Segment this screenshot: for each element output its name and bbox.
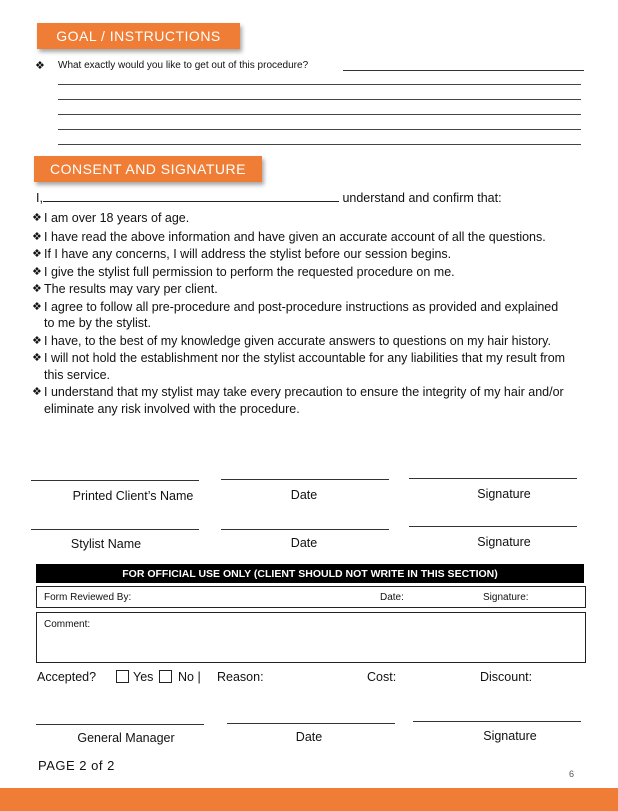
diamond-bullet-icon: ❖: [32, 248, 42, 260]
official-use-label: FOR OFFICIAL USE ONLY (CLIENT SHOULD NOT WRITE IN THIS SECTION): [122, 567, 498, 580]
stylist-name-label: Stylist Name: [70, 537, 142, 551]
cost-label: Cost:: [367, 670, 397, 684]
yes-checkbox[interactable]: [116, 670, 129, 683]
stylist-name-line[interactable]: [31, 529, 199, 530]
intro-suffix: understand and confirm that:: [342, 191, 502, 205]
reason-label: Reason:: [217, 670, 264, 684]
manager-signature-line[interactable]: [413, 721, 581, 722]
consent-list: [32, 210, 572, 417]
stylist-date-line[interactable]: [221, 529, 389, 530]
client-date-label: Date: [290, 488, 318, 502]
diamond-bullet-icon: ❖: [32, 352, 42, 364]
comment-box[interactable]: [36, 612, 586, 663]
goal-answer-line[interactable]: [343, 70, 584, 71]
review-date-label: Date:: [380, 592, 404, 603]
review-signature-label: Signature:: [483, 592, 529, 603]
client-signature-label: Signature: [477, 487, 531, 501]
yes-label: Yes: [133, 670, 154, 684]
consent-item: ❖ I have, to the best of my knowledge given accurate answers to questions on my hair history.: [32, 333, 551, 348]
client-date-line[interactable]: [221, 479, 389, 480]
diamond-bullet-icon: ❖: [32, 300, 42, 313]
goal-instructions-banner: [37, 23, 240, 49]
stylist-signature-label: Signature: [477, 535, 531, 549]
manager-date-label: Date: [295, 730, 323, 744]
goal-answer-line[interactable]: [58, 114, 581, 115]
page-label: PAGE 2 of 2: [38, 758, 115, 773]
goal-banner-label: GOAL / INSTRUCTIONS: [56, 28, 221, 44]
discount-label: Discount:: [480, 670, 533, 684]
no-checkbox[interactable]: [159, 670, 172, 683]
consent-item: ❖ I will not hold the establishment nor the stylist accountable for any liabilities that my result from this service.: [32, 351, 566, 382]
reviewed-by-label: Form Reviewed By:: [44, 592, 132, 603]
client-name-label: Printed Client’s Name: [72, 489, 194, 503]
manager-name-line[interactable]: [36, 724, 204, 725]
consent-item: ❖ The results may vary per client.: [32, 282, 218, 296]
stylist-signature-line[interactable]: [409, 526, 577, 527]
consent-intro: [36, 190, 502, 205]
client-name-line[interactable]: [31, 480, 199, 481]
diamond-bullet-icon: ❖: [32, 386, 42, 398]
intro-prefix: I,: [36, 191, 43, 205]
diamond-bullet-icon: ❖: [32, 283, 42, 295]
comment-label: Comment:: [44, 619, 91, 630]
diamond-bullet-icon: ❖: [32, 265, 42, 278]
goal-answer-line[interactable]: [58, 84, 581, 85]
official-use-bar: [36, 564, 584, 583]
goal-bullet-icon: ❖: [35, 60, 45, 72]
diamond-bullet-icon: ❖: [32, 212, 42, 224]
consent-item: ❖ I give the stylist full permission to perform the requested procedure on me.: [32, 264, 455, 279]
goal-answer-line[interactable]: [58, 129, 581, 130]
goal-answer-line[interactable]: [58, 99, 581, 100]
consent-item: ❖ I have read the above information and have given an accurate account of all the questions.: [32, 229, 546, 244]
consent-item: ❖ If I have any concerns, I will address the stylist before our session begins.: [32, 247, 452, 261]
page-number: 6: [569, 769, 575, 779]
manager-signature-label: Signature: [483, 729, 537, 743]
client-name-blank[interactable]: [43, 190, 339, 202]
review-box[interactable]: [36, 586, 586, 608]
diamond-bullet-icon: ❖: [32, 334, 42, 347]
manager-date-line[interactable]: [227, 723, 395, 724]
accepted-label: Accepted?: [37, 670, 97, 684]
consent-item: ❖ I agree to follow all pre-procedure and post-procedure instructions as provided and explained to me by the stylist.: [32, 299, 559, 330]
stylist-date-label: Date: [290, 536, 318, 550]
consent-item: ❖ I am over 18 years of age.: [32, 211, 190, 225]
footer-bar: [0, 788, 618, 811]
consent-banner-label: CONSENT AND SIGNATURE: [50, 161, 246, 177]
consent-item: ❖ I understand that my stylist may take every precaution to ensure the integrity of my hair and/or eliminate any risk involved with the procedure.: [32, 385, 564, 416]
no-label: No |: [178, 670, 201, 684]
client-signature-line[interactable]: [409, 478, 577, 479]
consent-signature-banner: [34, 156, 262, 182]
diamond-bullet-icon: ❖: [32, 230, 42, 243]
goal-question: What exactly would you like to get out of this procedure?: [58, 60, 309, 71]
manager-name-label: General Manager: [77, 731, 175, 745]
goal-answer-line[interactable]: [58, 144, 581, 145]
